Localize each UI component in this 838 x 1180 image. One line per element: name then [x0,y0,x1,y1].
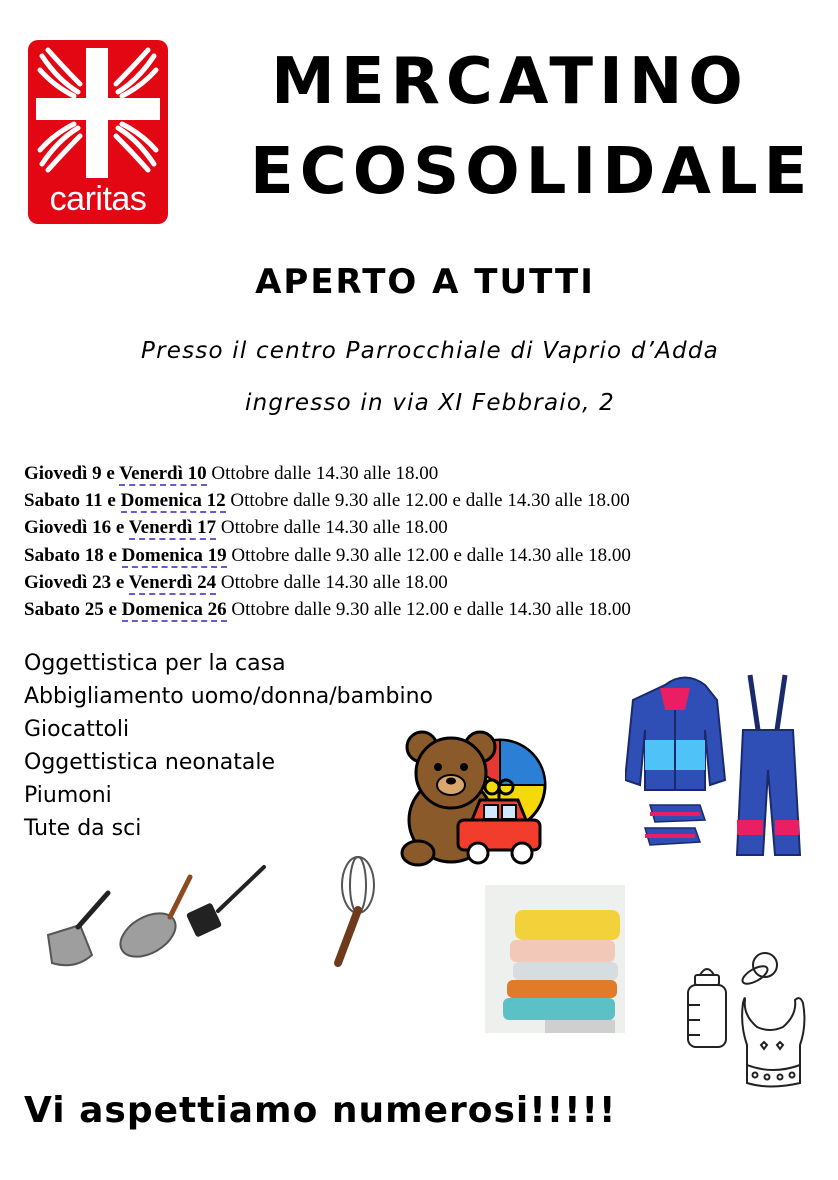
title-line-2: ECOSOLIDALE [250,135,814,209]
caritas-logo [28,40,168,224]
items-list [24,647,433,845]
schedule-hours: Ottobre dalle 14.30 alle 18.00 [216,517,448,539]
frying-pan-icon [113,877,190,966]
title-line-1: MERCATINO [271,45,749,119]
footer-slogan: Vi aspettiamo numerosi!!!!! [24,1090,617,1131]
schedule-hours: Ottobre dalle 9.30 alle 12.00 e dalle 14.30 alle 18.00 [226,599,631,621]
list-item: Piumoni [24,783,112,808]
ski-pants-icon [737,675,800,855]
folded-blankets-icon [485,885,625,1033]
schedule-sep: e [111,571,129,593]
schedule-row [24,487,631,514]
schedule-day-1: Sabato 25 [24,599,104,621]
logo-text: caritas [49,180,147,218]
schedule-day-2: Domenica 26 [121,599,227,621]
schedule-day-2: Venerdì 10 [119,463,207,484]
caritas-logo-icon [28,40,168,180]
schedule-row [24,542,631,569]
schedule-sep: e [103,599,122,621]
schedule-day-1: Giovedì 9 [24,463,102,484]
list-item: Abbigliamento uomo/donna/bambino [24,684,434,709]
ski-jacket-icon [625,678,725,791]
schedule-sep: e [103,544,122,566]
toys-illustration [400,725,550,870]
schedule-row [24,569,631,596]
list-item: Oggettistica per la casa [24,651,286,676]
gloves-icon [645,805,705,845]
subtitle: APERTO A TUTTI [255,262,595,302]
schedule-day-1: Giovedì 16 [24,517,112,539]
pacifier-icon [740,953,777,987]
schedule-sep: e [111,517,129,539]
schedule-day-1: Giovedì 23 [24,571,112,593]
schedule-hours: Ottobre dalle 14.30 alle 18.00 [216,571,448,593]
schedule-day-1: Sabato 18 [24,544,104,566]
schedule-day-2: Venerdì 24 [128,571,217,593]
schedule-sep: e [101,463,120,484]
location-line-1: Presso il centro Parrocchiale di Vaprio d’Adda [141,338,719,364]
schedule-day-2: Domenica 19 [121,544,227,566]
schedule-day-2: Venerdì 17 [128,517,217,539]
schedule-row [24,596,631,623]
schedule-hours: Ottobre dalle 14.30 alle 18.00 [206,463,439,484]
schedule-day-1: Sabato 11 [24,490,103,512]
whisk-icon [338,857,374,963]
baby-items-illustration [685,945,810,1090]
baby-bottle-icon [688,969,726,1047]
ski-clothing-illustration [625,670,805,860]
schedule-row [24,514,631,541]
location-line-2: ingresso in via XI Febbraio, 2 [245,390,615,416]
kitchen-utensils-illustration [40,855,385,975]
schedule-day-2: Domenica 12 [120,490,226,512]
saucepan-icon [48,893,108,965]
schedule-hours: Ottobre dalle 9.30 alle 12.00 e dalle 14.30 alle 18.00 [226,544,631,566]
baby-bib-icon [742,998,804,1086]
schedule-sep: e [102,490,121,512]
list-item: Giocattoli [24,717,130,742]
spatula-icon [186,867,264,938]
schedule-hours: Ottobre dalle 9.30 alle 12.00 e dalle 14.30 alle 18.00 [225,490,630,512]
list-item: Tute da sci [24,816,142,841]
schedule-row [24,460,631,487]
schedule [24,460,631,623]
list-item: Oggettistica neonatale [24,750,276,775]
